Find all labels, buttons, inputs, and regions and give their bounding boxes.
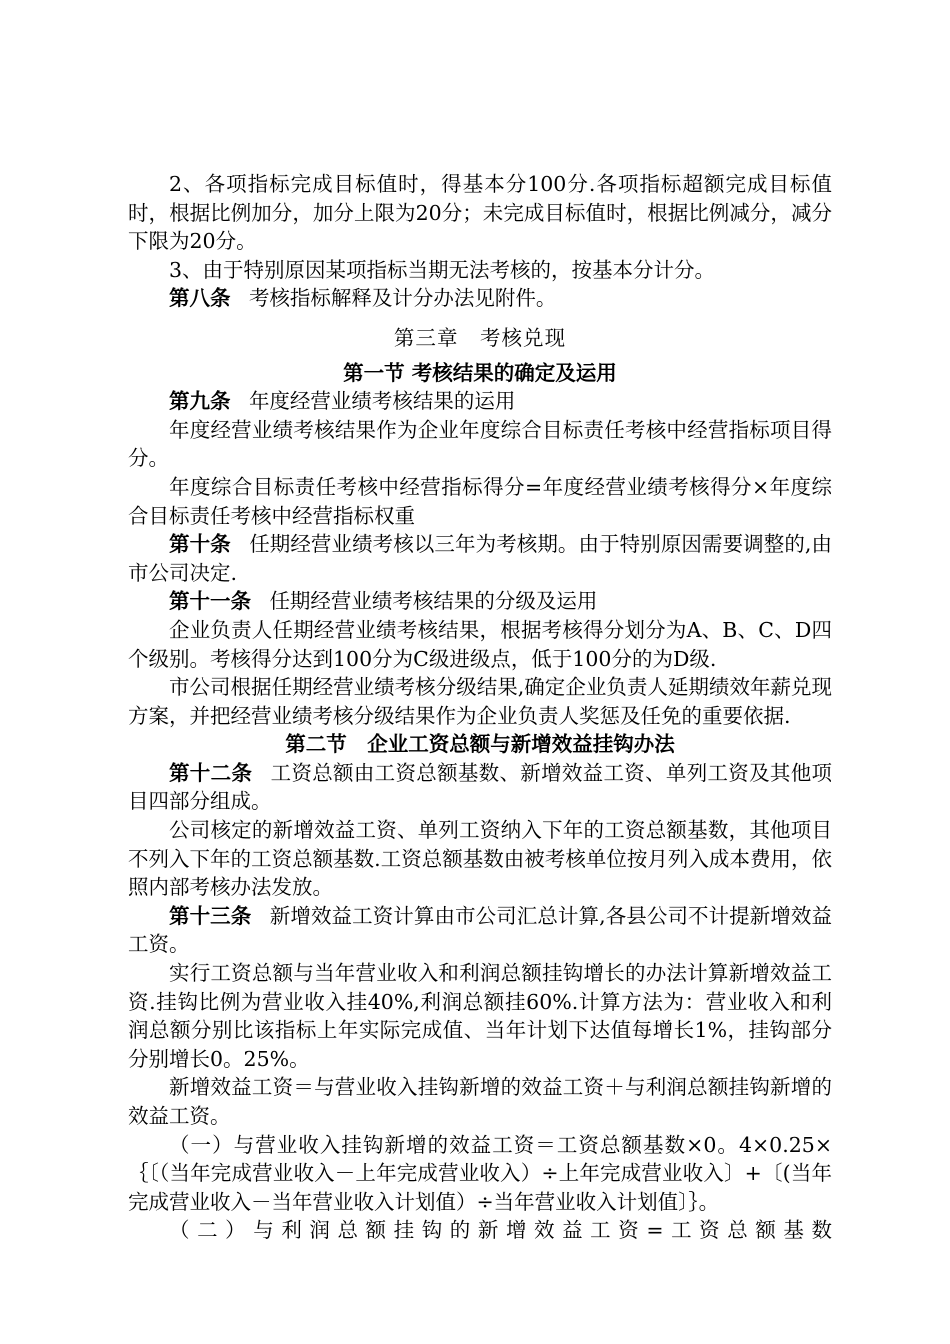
paragraph [128, 416, 832, 473]
article-label: 第九条 [169, 389, 231, 414]
paragraph-text: 任期经营业绩考核以三年为考核期。由于特别原因需要调整的,由市公司决定. [128, 532, 833, 585]
article-label: 第十条 [169, 532, 231, 557]
section-2-title: 第二节 企业工资总额与新增效益挂钩办法 [285, 732, 675, 757]
paragraph-text: 市公司根据任期经营业绩考核分级结果,确定企业负责人延期绩效年薪兑现方案，并把经营业绩考核分级结果作为企业负责人奖惩及任免的重要依据. [128, 675, 832, 728]
paragraph-text: 任期经营业绩考核结果的分级及运用 [269, 589, 598, 614]
section-1-title: 第一节 考核结果的确定及运用 [343, 360, 617, 385]
article-9 [128, 387, 832, 416]
paragraph-item-3 [128, 256, 832, 285]
article-13 [128, 902, 832, 959]
paragraph-text: 工资总额由工资总额基数、新增效益工资、单列工资及其他项目四部分组成。 [128, 760, 833, 814]
paragraph-text: 考核指标解释及计分办法见附件。 [248, 286, 557, 311]
paragraph-text: 实行工资总额与当年营业收入和利润总额挂钩增长的办法计算新增效益工资.挂钩比例为营业收入挂40%,利润总额挂60%.计算方法为：营业收入和利润总额分别比该指标上年实际完成值、当年计划下达值每增长1%，挂钩部分分别增长0。25%。 [128, 961, 832, 1071]
article-label: 第八条 [169, 286, 231, 311]
article-11 [128, 587, 832, 616]
paragraph-text: 公司核定的新增效益工资、单列工资纳入下年的工资总额基数，其他项目不列入下年的工资总额基数.工资总额基数由被考核单位按月列入成本费用，依照内部考核办法发放。 [128, 818, 832, 900]
formula-paragraph-1 [128, 1131, 832, 1217]
paragraph [128, 616, 832, 673]
article-8 [128, 284, 832, 313]
paragraph [128, 959, 832, 1073]
paragraph [128, 673, 832, 730]
paragraph [128, 1073, 832, 1130]
paragraph-text: （二）与利润总额挂钩的新增效益工资=工资总额基数 [169, 1218, 832, 1243]
chapter-title: 第三章 考核兑现 [393, 325, 567, 350]
paragraph-text: （一）与营业收入挂钩新增的效益工资＝工资总额基数×0。4×0.25×｛〔（当年完成营业收入－上年完成营业收入）÷上年完成营业收入〕+〔(当年完成营业收入－当年营业收入计划值）÷当年营业收入计划值〕｝。 [128, 1132, 832, 1214]
formula-paragraph-2 [128, 1216, 832, 1245]
article-label: 第十一条 [169, 589, 251, 614]
paragraph-text: 3、由于特别原因某项指标当期无法考核的，按基本分计分。 [169, 257, 716, 282]
paragraph [128, 473, 832, 530]
article-label: 第十二条 [169, 760, 253, 785]
paragraph [128, 816, 832, 902]
paragraph-text: 新增效益工资＝与营业收入挂钩新增的效益工资＋与利润总额挂钩新增的效益工资。 [128, 1075, 832, 1128]
document-body [128, 170, 832, 1245]
paragraph-text: 2、各项指标完成目标值时，得基本分100分.各项指标超额完成目标值时，根据比例加分，加分上限为20分；未完成目标值时，根据比例减分，减分下限为20分。 [128, 172, 832, 254]
paragraph-text: 年度经营业绩考核结果的运用 [248, 389, 516, 414]
paragraph-text: 年度综合目标责任考核中经营指标得分=年度经营业绩考核得分×年度综合目标责任考核中经营指标权重 [128, 474, 832, 528]
article-10 [128, 530, 832, 587]
paragraph-item-2 [128, 170, 832, 256]
paragraph-text: 新增效益工资计算由市公司汇总计算,各县公司不计提新增效益工资。 [128, 903, 833, 957]
article-label: 第十三条 [169, 903, 252, 928]
paragraph-text: 企业负责人任期经营业绩考核结果，根据考核得分划分为A、B、C、D四个级别。考核得分达到100分为C级进级点，低于100分的为D级. [128, 617, 832, 671]
article-12 [128, 759, 832, 816]
paragraph-text: 年度经营业绩考核结果作为企业年度综合目标责任考核中经营指标项目得分。 [128, 417, 832, 471]
